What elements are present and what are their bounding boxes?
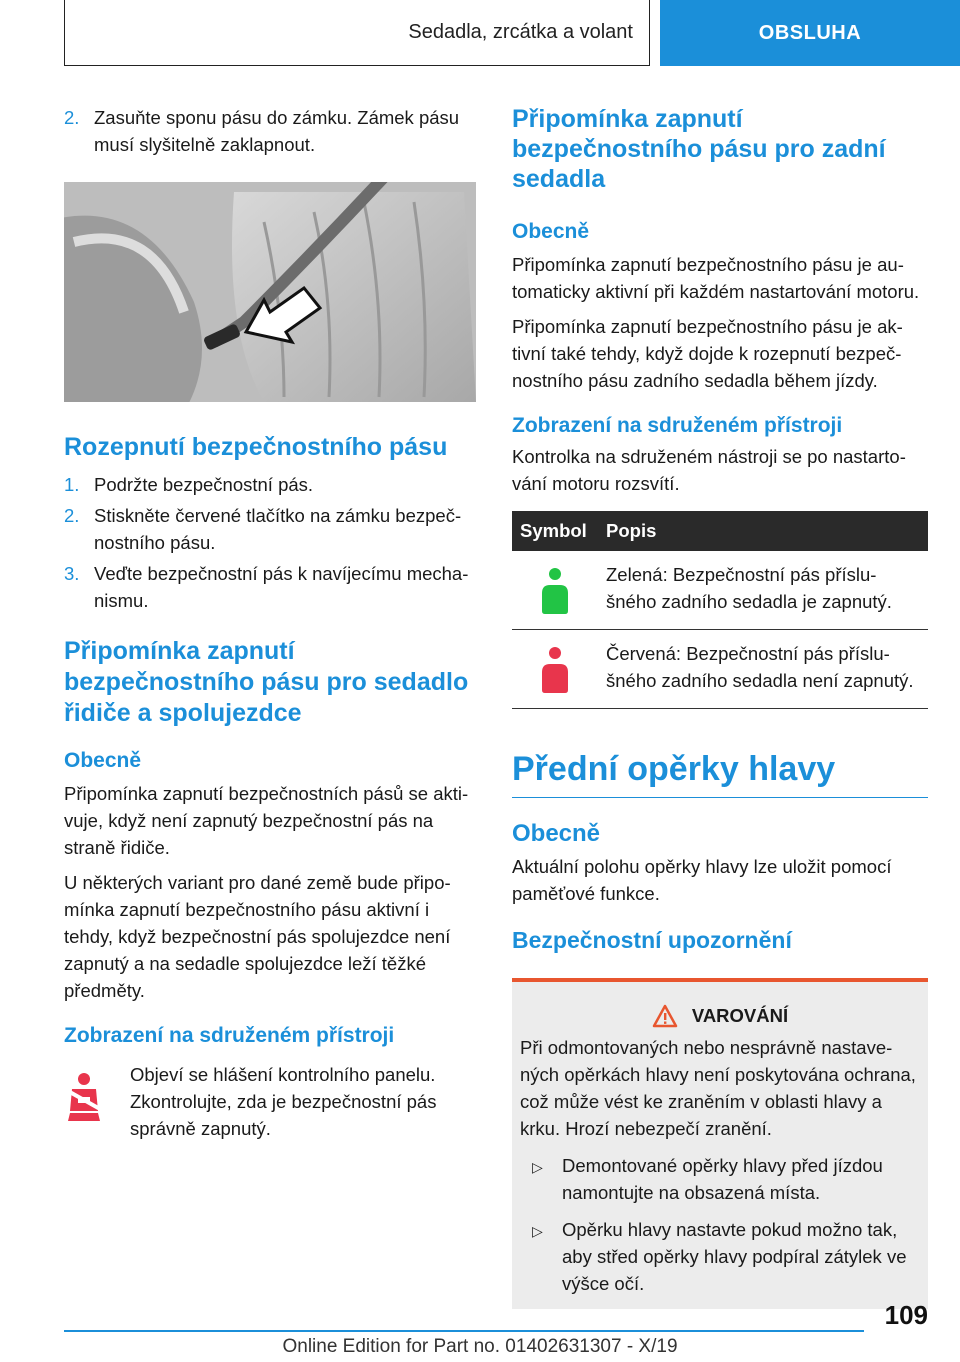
step-number: 2. (64, 107, 80, 128)
step-item (64, 502, 476, 556)
left-column (64, 104, 476, 1142)
display-heading: Zobrazení na sdruženém přístroji (64, 1024, 395, 1047)
reminder-heading: Připomínka zapnutí bezpečnostního pásu pro sedadlo řidiče a spolujezdce (64, 637, 469, 727)
warning-triangle-icon (652, 1004, 678, 1028)
general-paragraph-2: Připomínka zapnutí bezpečnostního pásu je aktivní také tehdy, když dojde k rozepnutí bezpečnostního pásu zadního sedadla během jízdy. (512, 316, 903, 391)
general-paragraph-2: U některých variant pro dané země bude připomínka zapnutí bezpečnostního pásu aktivní i tehdy, když bezpečnostní pás spolujezdce není zapnutý a na sedadle spolujezdce leží těžké předměty. (64, 872, 451, 1001)
right-column (512, 104, 928, 1309)
headrest-general-heading: Obecně (512, 820, 601, 847)
description-cell: Zelená: Bezpečnostní pás příslušného zadního sedadla je zapnutý. (598, 551, 928, 630)
general-heading: Obecně (64, 749, 142, 772)
display-text: Kontrolka na sdruženém nástroji se po nastartování motoru rozsvítí. (512, 446, 906, 494)
list-item (532, 1216, 920, 1297)
step-text: Stiskněte červené tlačítko na zámku bezpečnostního pásu. (94, 505, 462, 553)
headrest-heading: Přední opěrky hlavy (512, 749, 928, 798)
general-heading: Obecně (512, 220, 590, 243)
step-number: 1. (64, 474, 80, 495)
step-number: 3. (64, 563, 80, 584)
safety-heading: Bezpečnostní upozornění (512, 927, 792, 953)
warning-text: Při odmontovaných nebo nesprávně nastavených opěrkách hlavy není poskytována ochrana, což může vést ke zraněním v oblasti hlavy a krku. Hrozí nebezpečí zranění. (520, 1037, 916, 1139)
warning-light-row (64, 1061, 476, 1142)
display-heading: Zobrazení na sdruženém přístroji (512, 414, 843, 437)
page-number: 109 (884, 1300, 928, 1330)
table-header-symbol: Symbol (512, 511, 598, 551)
symbol-cell (512, 630, 598, 709)
step-number: 2. (64, 505, 80, 526)
step-text: Podržte bezpečnostní pás. (94, 474, 314, 495)
symbol-table (512, 511, 928, 709)
header-chapter-label: OBSLUHA (758, 21, 862, 44)
list-item (532, 1152, 920, 1206)
warning-header (520, 1004, 920, 1028)
table-row (512, 630, 928, 709)
seatbelt-buckle-illustration (64, 182, 476, 402)
warning-box (512, 978, 928, 1309)
table-row (512, 551, 928, 630)
footer-edition: Online Edition for Part no. 01402631307 - X/19 (282, 1336, 678, 1357)
step-item (64, 560, 476, 614)
header-section-box (64, 0, 650, 66)
header-section-title: Sedadla, zrcátka a volant (408, 21, 633, 43)
seat-occupant-red-icon (538, 646, 572, 694)
bullet-triangle-icon: ▷ (532, 1159, 543, 1175)
seatbelt-buckle-photo (64, 182, 476, 402)
footer-divider (64, 1330, 864, 1332)
page-header (0, 0, 960, 66)
bullet-text: Demontované opěrky hlavy před jízdou namontujte na obsazená místa. (562, 1155, 883, 1203)
step-text: Zasuňte sponu pásu do zámku. Zámek pásu musí slyšitelně zaklapnout. (94, 107, 460, 155)
step-item (64, 104, 476, 158)
step-item (64, 471, 476, 498)
seatbelt-warning-icon (64, 1061, 130, 1142)
table-header-desc: Popis (598, 511, 928, 551)
bullet-text: Opěrku hlavy nastavte pokud možno tak, aby střed opěrky hlavy podpíral zátylek ve výšce očí. (562, 1219, 907, 1294)
step-text: Veďte bezpečnostní pás k navíjecímu mechanismu. (94, 563, 469, 611)
description-cell: Červená: Bezpečnostní pás příslušného zadního sedadla není zapnutý. (598, 630, 928, 709)
general-paragraph-1: Připomínka zapnutí bezpečnostních pásů se aktivuje, když není zapnutý bezpečnostní pás na straně řidiče. (64, 783, 469, 858)
rear-reminder-heading: Připomínka zapnutí bezpečnostního pásu pro zadní sedadla (512, 105, 886, 193)
symbol-cell (512, 551, 598, 630)
general-paragraph-1: Připomínka zapnutí bezpečnostního pásu je automaticky aktivní při každém nastartování motoru. (512, 254, 920, 302)
seat-occupant-green-icon (538, 567, 572, 615)
header-chapter-tab (660, 0, 960, 66)
display-text: Objeví se hlášení kontrolního panelu. Zkontrolujte, zda je bezpečnostní pás správně zapnutý. (130, 1064, 437, 1139)
bullet-triangle-icon: ▷ (532, 1223, 543, 1239)
table-header-row (512, 511, 928, 551)
release-heading: Rozepnutí bezpečnostního pásu (64, 433, 448, 461)
warning-label: VAROVÁNÍ (691, 1005, 789, 1026)
headrest-text: Aktuální polohu opěrky hlavy lze uložit pomocí paměťové funkce. (512, 856, 892, 904)
